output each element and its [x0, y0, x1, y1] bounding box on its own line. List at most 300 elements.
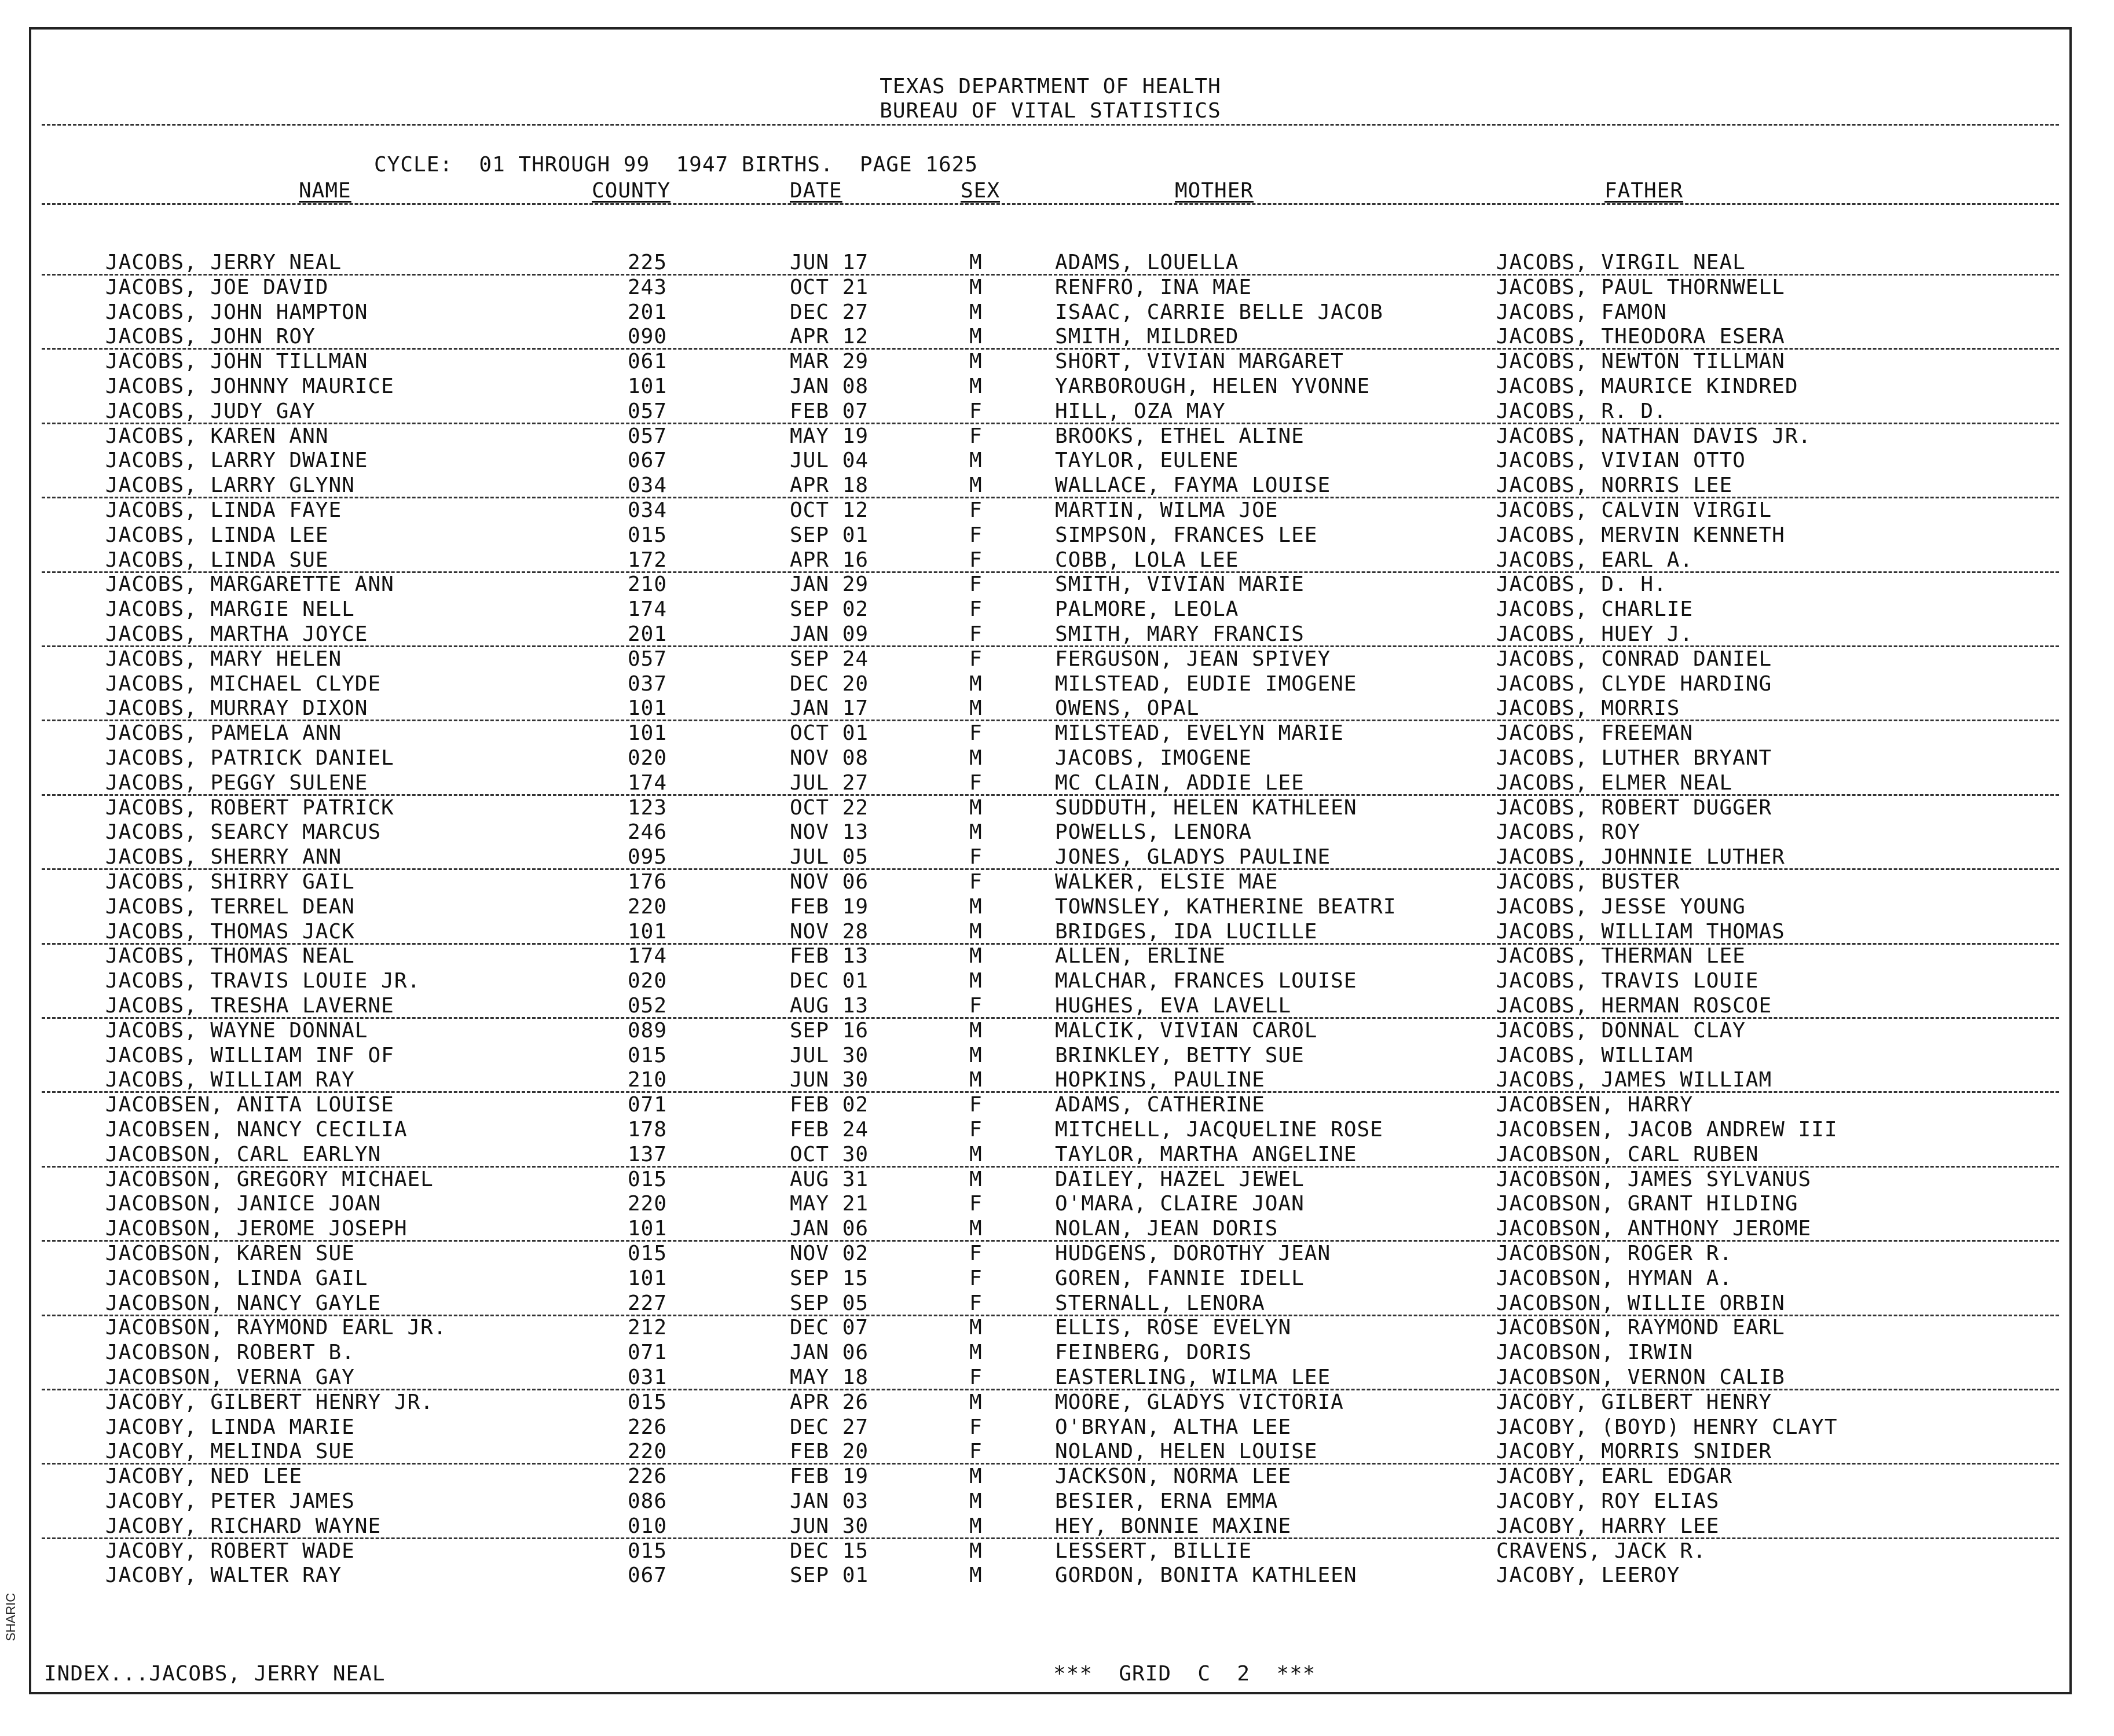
- cell-name: JACOBS, MARY HELEN: [105, 647, 342, 671]
- cell-name: JACOBS, WILLIAM RAY: [105, 1068, 355, 1092]
- index-label: INDEX...JACOBS, JERRY NEAL: [44, 1662, 386, 1686]
- table-row: [31, 895, 2069, 919]
- side-mark: SHARIC: [3, 1592, 18, 1641]
- cell-father: JACOBS, LUTHER BRYANT: [1496, 746, 1772, 770]
- cell-sex: F: [969, 770, 983, 795]
- cell-county: 123: [628, 795, 668, 820]
- cell-mother: WALLACE, FAYMA LOUISE: [1055, 474, 1331, 498]
- cell-date: OCT 30: [790, 1142, 869, 1166]
- cell-sex: F: [969, 1291, 983, 1315]
- cell-county: 061: [628, 350, 668, 374]
- cell-name: JACOBSON, JEROME JOSEPH: [105, 1217, 408, 1241]
- table-row: [31, 1093, 2069, 1117]
- table-row: [31, 1168, 2069, 1192]
- cell-date: DEC 07: [790, 1316, 869, 1340]
- table-row: [31, 424, 2069, 449]
- table-row: [31, 845, 2069, 869]
- cell-father: JACOBS, VIVIAN OTTO: [1496, 449, 1746, 473]
- cell-father: JACOBS, HERMAN ROSCOE: [1496, 994, 1772, 1018]
- cell-sex: M: [969, 1514, 983, 1538]
- cell-county: 101: [628, 1266, 668, 1290]
- cell-date: MAY 18: [790, 1366, 869, 1389]
- cell-sex: F: [969, 994, 983, 1018]
- cell-father: JACOBS, CLYDE HARDING: [1496, 671, 1772, 696]
- cell-name: JACOBS, JOE DAVID: [105, 275, 329, 299]
- cell-name: JACOBY, MELINDA SUE: [105, 1440, 355, 1464]
- cell-county: 101: [628, 919, 668, 944]
- cell-county: 086: [628, 1489, 668, 1513]
- cell-mother: GORDON, BONITA KATHLEEN: [1055, 1563, 1357, 1588]
- cell-sex: M: [969, 251, 983, 274]
- table-row: [31, 375, 2069, 399]
- cell-father: JACOBS, MERVIN KENNETH: [1496, 523, 1785, 547]
- cell-mother: TOWNSLEY, KATHERINE BEATRI: [1055, 894, 1397, 919]
- cell-mother: BROOKS, ETHEL ALINE: [1055, 424, 1305, 448]
- cell-mother: MILSTEAD, EUDIE IMOGENE: [1055, 671, 1357, 696]
- cell-father: JACOBY, MORRIS SNIDER: [1496, 1440, 1772, 1464]
- column-header-father: FATHER: [1604, 179, 1684, 203]
- cell-date: DEC 27: [790, 1415, 869, 1439]
- cell-sex: F: [969, 721, 983, 746]
- cell-mother: JONES, GLADYS PAULINE: [1055, 845, 1331, 869]
- cell-father: JACOBSEN, JACOB ANDREW III: [1496, 1118, 1838, 1142]
- cell-father: JACOBS, WILLIAM: [1496, 1043, 1694, 1067]
- cell-date: SEP 02: [790, 597, 869, 622]
- cell-county: 052: [628, 994, 668, 1018]
- cell-sex: F: [969, 548, 983, 572]
- table-row: [31, 1217, 2069, 1241]
- cell-sex: F: [969, 424, 983, 448]
- cell-date: SEP 16: [790, 1018, 869, 1043]
- cell-date: OCT 22: [790, 795, 869, 820]
- cell-sex: F: [969, 647, 983, 671]
- cell-mother: TAYLOR, EULENE: [1055, 449, 1239, 473]
- cell-mother: JACOBS, IMOGENE: [1055, 746, 1252, 770]
- header-line-2: BUREAU OF VITAL STATISTICS: [880, 99, 1221, 123]
- table-row: [31, 870, 2069, 894]
- cell-sex: F: [969, 622, 983, 646]
- cell-date: MAY 21: [790, 1192, 869, 1216]
- cell-sex: M: [969, 969, 983, 993]
- cell-sex: F: [969, 1440, 983, 1464]
- table-row: [31, 1514, 2069, 1539]
- cell-mother: HUDGENS, DOROTHY JEAN: [1055, 1242, 1331, 1265]
- cell-father: JACOBS, THERMAN LEE: [1496, 944, 1746, 968]
- cell-sex: M: [969, 275, 983, 299]
- cell-sex: M: [969, 1167, 983, 1191]
- cell-date: AUG 13: [790, 994, 869, 1018]
- cell-sex: F: [969, 523, 983, 547]
- cell-date: JAN 17: [790, 696, 869, 721]
- cell-name: JACOBSON, GREGORY MICHAEL: [105, 1167, 434, 1191]
- cell-date: NOV 28: [790, 919, 869, 944]
- cell-date: JAN 06: [790, 1341, 869, 1365]
- cell-father: JACOBY, HARRY LEE: [1496, 1514, 1720, 1538]
- cell-mother: COBB, LOLA LEE: [1055, 548, 1239, 572]
- cell-sex: F: [969, 399, 983, 423]
- cell-mother: MARTIN, WILMA JOE: [1055, 498, 1278, 522]
- cell-county: 174: [628, 944, 668, 968]
- cell-name: JACOBS, PAMELA ANN: [105, 721, 342, 746]
- cell-county: 210: [628, 1068, 668, 1092]
- cell-county: 057: [628, 399, 668, 423]
- cell-father: JACOBS, DONNAL CLAY: [1496, 1018, 1746, 1043]
- cell-name: JACOBS, KAREN ANN: [105, 424, 329, 448]
- grid-label: *** GRID C 2 ***: [1053, 1662, 1316, 1686]
- cell-mother: ADAMS, LOUELLA: [1055, 251, 1239, 274]
- cell-father: JACOBSON, HYMAN A.: [1496, 1266, 1733, 1290]
- cell-mother: FEINBERG, DORIS: [1055, 1341, 1252, 1365]
- table-row: [31, 399, 2069, 424]
- cell-father: JACOBS, THEODORA ESERA: [1496, 325, 1785, 349]
- table-row: [31, 251, 2069, 275]
- cell-father: JACOBS, TRAVIS LOUIE: [1496, 969, 1759, 993]
- cell-father: JACOBS, R. D.: [1496, 399, 1667, 423]
- cell-name: JACOBS, ROBERT PATRICK: [105, 795, 394, 820]
- cell-county: 176: [628, 870, 668, 894]
- cell-name: JACOBS, LARRY DWAINE: [105, 449, 368, 473]
- cell-father: JACOBY, GILBERT HENRY: [1496, 1390, 1772, 1414]
- cell-mother: MITCHELL, JACQUELINE ROSE: [1055, 1118, 1383, 1142]
- cell-name: JACOBY, RICHARD WAYNE: [105, 1514, 382, 1538]
- cell-mother: SMITH, VIVIAN MARIE: [1055, 572, 1305, 597]
- cell-county: 174: [628, 597, 668, 622]
- cell-date: OCT 12: [790, 498, 869, 522]
- cell-sex: M: [969, 325, 983, 349]
- table-row: [31, 350, 2069, 374]
- table-row: [31, 944, 2069, 968]
- cycle-line: CYCLE: 01 THROUGH 99 1947 BIRTHS. PAGE 1625: [374, 153, 978, 177]
- cell-mother: BRINKLEY, BETTY SUE: [1055, 1043, 1305, 1067]
- cell-name: JACOBSON, CARL EARLYN: [105, 1142, 382, 1166]
- cell-sex: F: [969, 1093, 983, 1117]
- cell-date: DEC 27: [790, 300, 869, 324]
- cell-name: JACOBSON, RAYMOND EARL JR.: [105, 1316, 447, 1340]
- cell-name: JACOBSON, NANCY GAYLE: [105, 1291, 382, 1315]
- cell-father: JACOBS, VIRGIL NEAL: [1496, 251, 1746, 274]
- cell-county: 057: [628, 647, 668, 671]
- cell-sex: F: [969, 1266, 983, 1290]
- cell-date: SEP 05: [790, 1291, 869, 1315]
- table-row: [31, 920, 2069, 944]
- cell-mother: HEY, BONNIE MAXINE: [1055, 1514, 1292, 1538]
- cell-sex: M: [969, 696, 983, 721]
- cell-sex: M: [969, 795, 983, 820]
- cell-county: 212: [628, 1316, 668, 1340]
- cell-sex: F: [969, 1242, 983, 1265]
- table-row: [31, 1192, 2069, 1216]
- cell-name: JACOBSEN, ANITA LOUISE: [105, 1093, 394, 1117]
- cell-county: 067: [628, 1563, 668, 1588]
- cell-father: JACOBS, BUSTER: [1496, 870, 1680, 894]
- cell-mother: FERGUSON, JEAN SPIVEY: [1055, 647, 1331, 671]
- table-row: [31, 449, 2069, 473]
- cell-mother: HILL, OZA MAY: [1055, 399, 1226, 423]
- cell-name: JACOBS, MURRAY DIXON: [105, 696, 368, 721]
- cell-date: JUL 27: [790, 770, 869, 795]
- cell-name: JACOBS, THOMAS JACK: [105, 919, 355, 944]
- cell-date: NOV 02: [790, 1242, 869, 1265]
- cell-date: APR 18: [790, 474, 869, 498]
- cell-county: 101: [628, 696, 668, 721]
- cell-county: 020: [628, 746, 668, 770]
- cell-date: JAN 08: [790, 375, 869, 398]
- cell-sex: M: [969, 1390, 983, 1414]
- cell-father: JACOBS, FREEMAN: [1496, 721, 1694, 746]
- cell-name: JACOBS, JOHNNY MAURICE: [105, 375, 394, 398]
- cell-father: JACOBSEN, HARRY: [1496, 1093, 1694, 1117]
- cell-date: FEB 20: [790, 1440, 869, 1464]
- cell-mother: NOLAN, JEAN DORIS: [1055, 1217, 1278, 1241]
- table-row: [31, 1465, 2069, 1489]
- cell-mother: EASTERLING, WILMA LEE: [1055, 1366, 1331, 1389]
- cell-father: JACOBSON, IRWIN: [1496, 1341, 1694, 1365]
- cell-father: JACOBSON, RAYMOND EARL: [1496, 1316, 1785, 1340]
- cell-mother: GOREN, FANNIE IDELL: [1055, 1266, 1305, 1290]
- cell-date: MAY 19: [790, 424, 869, 448]
- cell-sex: M: [969, 671, 983, 696]
- cell-date: FEB 02: [790, 1093, 869, 1117]
- cell-county: 227: [628, 1291, 668, 1315]
- table-row: [31, 969, 2069, 993]
- cell-sex: M: [969, 1142, 983, 1166]
- cell-name: JACOBSON, VERNA GAY: [105, 1366, 355, 1389]
- header-line-1: TEXAS DEPARTMENT OF HEALTH: [880, 75, 1221, 98]
- cell-name: JACOBSON, LINDA GAIL: [105, 1266, 368, 1290]
- cell-county: 101: [628, 721, 668, 746]
- cell-date: FEB 13: [790, 944, 869, 968]
- cell-father: JACOBS, NATHAN DAVIS JR.: [1496, 424, 1812, 448]
- cell-mother: OWENS, OPAL: [1055, 696, 1200, 721]
- table-row: [31, 746, 2069, 770]
- table-row: [31, 1316, 2069, 1340]
- cell-mother: JACKSON, NORMA LEE: [1055, 1465, 1292, 1489]
- cell-county: 210: [628, 572, 668, 597]
- cell-mother: ALLEN, ERLINE: [1055, 944, 1226, 968]
- cell-date: JUN 30: [790, 1068, 869, 1092]
- cell-sex: M: [969, 1489, 983, 1513]
- cell-sex: F: [969, 1118, 983, 1142]
- column-header-sex: SEX: [961, 179, 1001, 203]
- cell-name: JACOBSEN, NANCY CECILIA: [105, 1118, 408, 1142]
- table-row: [31, 721, 2069, 746]
- cell-county: 137: [628, 1142, 668, 1166]
- cell-county: 174: [628, 770, 668, 795]
- cell-father: JACOBSON, JAMES SYLVANUS: [1496, 1167, 1812, 1191]
- cell-date: JUL 05: [790, 845, 869, 869]
- cell-sex: F: [969, 498, 983, 522]
- cell-mother: MILSTEAD, EVELYN MARIE: [1055, 721, 1344, 746]
- cell-mother: ELLIS, ROSE EVELYN: [1055, 1316, 1292, 1340]
- cell-father: JACOBSON, GRANT HILDING: [1496, 1192, 1798, 1216]
- cell-mother: RENFRO, INA MAE: [1055, 275, 1252, 299]
- cell-date: DEC 15: [790, 1539, 869, 1563]
- cell-county: 057: [628, 424, 668, 448]
- cell-county: 089: [628, 1018, 668, 1043]
- cell-name: JACOBY, LINDA MARIE: [105, 1415, 355, 1439]
- cell-county: 178: [628, 1118, 668, 1142]
- cell-date: FEB 19: [790, 894, 869, 919]
- cell-date: SEP 15: [790, 1266, 869, 1290]
- cell-mother: ISAAC, CARRIE BELLE JACOB: [1055, 300, 1383, 324]
- table-row: [31, 597, 2069, 622]
- cell-mother: SIMPSON, FRANCES LEE: [1055, 523, 1318, 547]
- cell-sex: M: [969, 894, 983, 919]
- cell-sex: F: [969, 870, 983, 894]
- cell-father: JACOBSON, VERNON CALIB: [1496, 1366, 1785, 1389]
- table-row: [31, 1366, 2069, 1390]
- table-row: [31, 1068, 2069, 1092]
- cell-date: JAN 03: [790, 1489, 869, 1513]
- cell-county: 015: [628, 1539, 668, 1563]
- cell-mother: HUGHES, EVA LAVELL: [1055, 994, 1292, 1018]
- cell-father: JACOBS, NEWTON TILLMAN: [1496, 350, 1785, 374]
- cell-mother: MOORE, GLADYS VICTORIA: [1055, 1390, 1344, 1414]
- cell-father: JACOBS, D. H.: [1496, 572, 1667, 597]
- cell-name: JACOBS, LINDA LEE: [105, 523, 329, 547]
- cell-sex: M: [969, 375, 983, 398]
- cell-date: NOV 13: [790, 820, 869, 845]
- cell-sex: F: [969, 572, 983, 597]
- cell-date: DEC 20: [790, 671, 869, 696]
- cell-county: 101: [628, 375, 668, 398]
- cell-date: APR 16: [790, 548, 869, 572]
- cell-county: 010: [628, 1514, 668, 1538]
- cell-sex: M: [969, 449, 983, 473]
- cell-father: JACOBS, PAUL THORNWELL: [1496, 275, 1785, 299]
- cell-mother: DAILEY, HAZEL JEWEL: [1055, 1167, 1305, 1191]
- cell-mother: ADAMS, CATHERINE: [1055, 1093, 1265, 1117]
- table-row: [31, 1539, 2069, 1563]
- cell-sex: M: [969, 820, 983, 845]
- cell-county: 034: [628, 474, 668, 498]
- cell-county: 067: [628, 449, 668, 473]
- cell-date: FEB 24: [790, 1118, 869, 1142]
- cell-county: 225: [628, 251, 668, 274]
- cell-sex: M: [969, 919, 983, 944]
- cell-date: APR 12: [790, 325, 869, 349]
- table-row: [31, 1489, 2069, 1514]
- cell-date: JAN 06: [790, 1217, 869, 1241]
- cell-date: JUL 30: [790, 1043, 869, 1067]
- cell-sex: M: [969, 1539, 983, 1563]
- cell-mother: O'BRYAN, ALTHA LEE: [1055, 1415, 1292, 1439]
- cell-mother: SMITH, MILDRED: [1055, 325, 1239, 349]
- cell-county: 246: [628, 820, 668, 845]
- cell-sex: M: [969, 350, 983, 374]
- cell-date: FEB 07: [790, 399, 869, 423]
- cell-sex: M: [969, 1043, 983, 1067]
- table-row: [31, 1563, 2069, 1588]
- cell-county: 172: [628, 548, 668, 572]
- cell-mother: SUDDUTH, HELEN KATHLEEN: [1055, 795, 1357, 820]
- cell-name: JACOBS, JOHN HAMPTON: [105, 300, 368, 324]
- cell-mother: O'MARA, CLAIRE JOAN: [1055, 1192, 1305, 1216]
- table-row: [31, 300, 2069, 325]
- cell-sex: F: [969, 1415, 983, 1439]
- cell-county: 220: [628, 894, 668, 919]
- cell-father: JACOBS, MAURICE KINDRED: [1496, 375, 1798, 398]
- cell-name: JACOBY, NED LEE: [105, 1465, 303, 1489]
- cell-name: JACOBS, LINDA SUE: [105, 548, 329, 572]
- record-list: [31, 30, 2069, 1692]
- table-row: [31, 1019, 2069, 1043]
- cell-date: SEP 01: [790, 1563, 869, 1588]
- cell-father: JACOBSON, CARL RUBEN: [1496, 1142, 1759, 1166]
- table-row: [31, 1341, 2069, 1365]
- table-row: [31, 1044, 2069, 1068]
- cell-father: JACOBS, JESSE YOUNG: [1496, 894, 1746, 919]
- cell-mother: PALMORE, LEOLA: [1055, 597, 1239, 622]
- cell-county: 201: [628, 622, 668, 646]
- cell-county: 015: [628, 523, 668, 547]
- cell-name: JACOBSON, JANICE JOAN: [105, 1192, 382, 1216]
- table-row: [31, 1440, 2069, 1464]
- cell-father: JACOBS, MORRIS: [1496, 696, 1680, 721]
- cell-mother: POWELLS, LENORA: [1055, 820, 1252, 845]
- cell-father: JACOBSON, ANTHONY JEROME: [1496, 1217, 1812, 1241]
- cell-name: JACOBS, THOMAS NEAL: [105, 944, 355, 968]
- cell-county: 226: [628, 1415, 668, 1439]
- cell-county: 015: [628, 1043, 668, 1067]
- cell-sex: M: [969, 1217, 983, 1241]
- cell-father: JACOBS, HUEY J.: [1496, 622, 1694, 646]
- cell-mother: YARBOROUGH, HELEN YVONNE: [1055, 375, 1371, 398]
- table-row: [31, 548, 2069, 572]
- cell-date: SEP 01: [790, 523, 869, 547]
- cell-name: JACOBS, SEARCY MARCUS: [105, 820, 382, 845]
- cell-sex: F: [969, 845, 983, 869]
- cell-name: JACOBS, MARGARETTE ANN: [105, 572, 394, 597]
- cell-father: JACOBS, NORRIS LEE: [1496, 474, 1733, 498]
- table-row: [31, 994, 2069, 1018]
- column-header-county: COUNTY: [592, 179, 671, 203]
- table-row: [31, 1242, 2069, 1266]
- cell-sex: M: [969, 1316, 983, 1340]
- cell-county: 015: [628, 1242, 668, 1265]
- cell-county: 031: [628, 1366, 668, 1389]
- cell-sex: M: [969, 1018, 983, 1043]
- cell-county: 201: [628, 300, 668, 324]
- cell-date: SEP 24: [790, 647, 869, 671]
- cell-sex: M: [969, 944, 983, 968]
- column-header-name: NAME: [299, 179, 351, 203]
- cell-date: DEC 01: [790, 969, 869, 993]
- cell-father: JACOBS, JOHNNIE LUTHER: [1496, 845, 1785, 869]
- table-row: [31, 672, 2069, 696]
- cell-name: JACOBY, GILBERT HENRY JR.: [105, 1390, 434, 1414]
- cell-name: JACOBS, LINDA FAYE: [105, 498, 342, 522]
- cell-date: JUN 17: [790, 251, 869, 274]
- cell-mother: MC CLAIN, ADDIE LEE: [1055, 770, 1305, 795]
- cell-father: JACOBSON, ROGER R.: [1496, 1242, 1733, 1265]
- cell-father: JACOBS, CONRAD DANIEL: [1496, 647, 1772, 671]
- cell-name: JACOBS, MARTHA JOYCE: [105, 622, 368, 646]
- cell-father: JACOBY, EARL EDGAR: [1496, 1465, 1733, 1489]
- cell-date: JAN 29: [790, 572, 869, 597]
- cell-father: JACOBS, CHARLIE: [1496, 597, 1694, 622]
- cell-father: JACOBS, JAMES WILLIAM: [1496, 1068, 1772, 1092]
- cell-county: 015: [628, 1390, 668, 1414]
- cell-mother: WALKER, ELSIE MAE: [1055, 870, 1278, 894]
- cell-father: JACOBS, EARL A.: [1496, 548, 1694, 572]
- table-row: [31, 325, 2069, 349]
- cell-father: JACOBY, ROY ELIAS: [1496, 1489, 1720, 1513]
- table-row: [31, 572, 2069, 597]
- cell-name: JACOBS, PATRICK DANIEL: [105, 746, 394, 770]
- cell-county: 020: [628, 969, 668, 993]
- cell-county: 015: [628, 1167, 668, 1191]
